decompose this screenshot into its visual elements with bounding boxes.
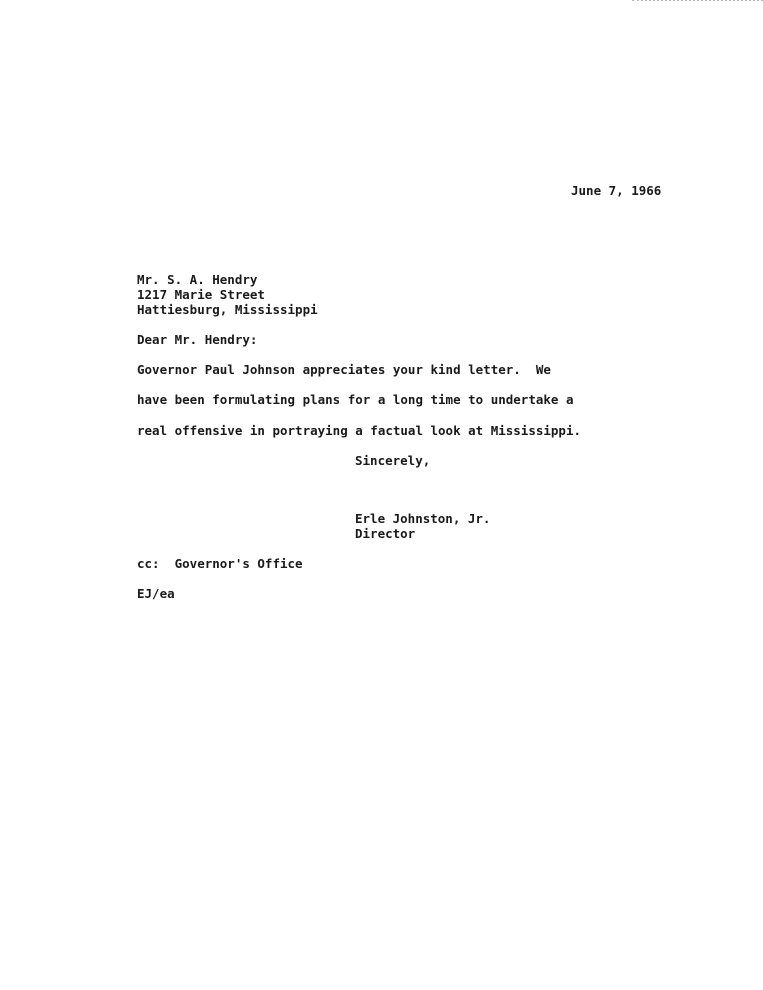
body-line: Governor Paul Johnson appreciates your kind letter. We [137,362,551,377]
closing: Sincerely, [355,453,431,468]
signer-title: Director [355,526,416,541]
reference-initials: EJ/ea [137,586,175,601]
page-edge-mark [632,0,763,2]
cc-line: cc: Governor's Office [137,556,303,571]
letter-date: June 7, 1966 [571,183,662,198]
recipient-street: 1217 Marie Street [137,287,265,302]
body-line: real offensive in portraying a factual look at Mississippi. [137,423,582,438]
salutation: Dear Mr. Hendry: [137,332,258,347]
recipient-city: Hattiesburg, Mississippi [137,302,318,317]
signer-name: Erle Johnston, Jr. [355,511,491,526]
body-line: have been formulating plans for a long time to undertake a [137,392,574,407]
recipient-name: Mr. S. A. Hendry [137,272,258,287]
